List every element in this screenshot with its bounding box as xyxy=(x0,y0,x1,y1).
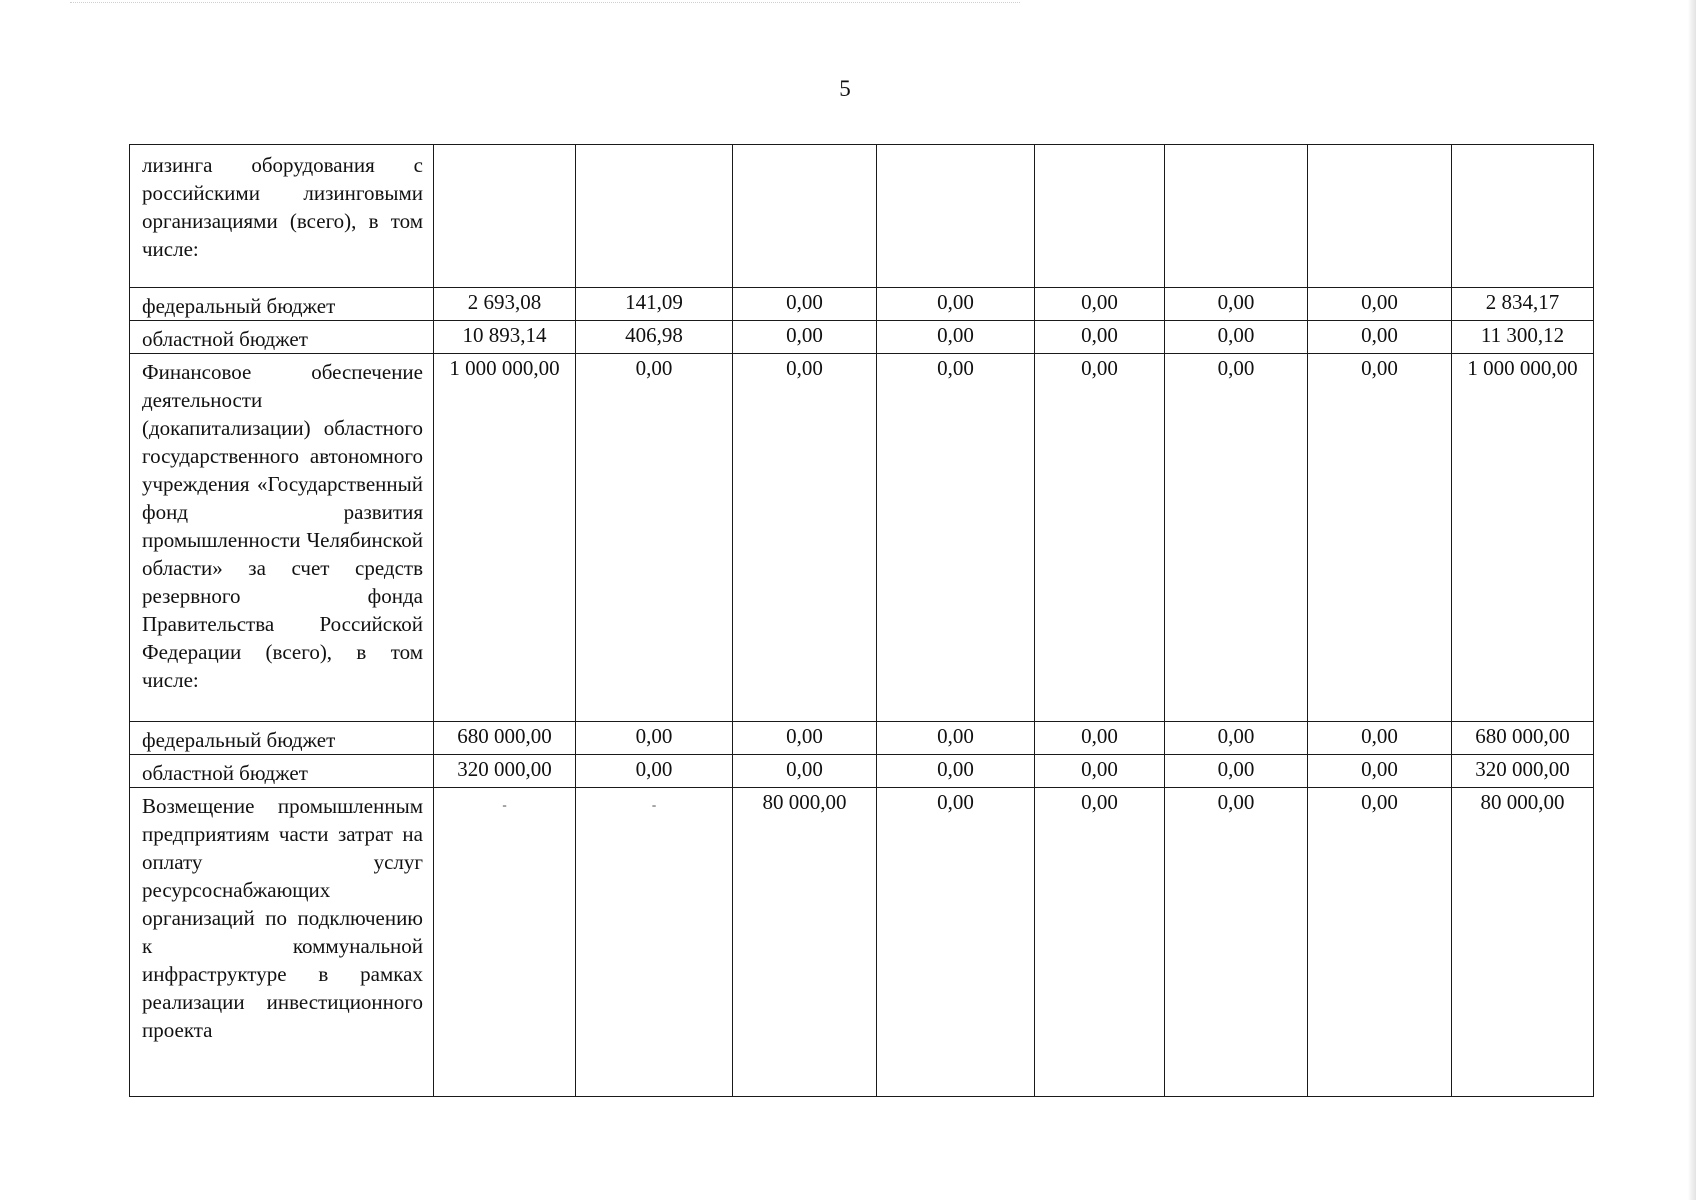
row-label: федеральный бюджет xyxy=(130,288,434,321)
budget-table xyxy=(129,144,1594,1097)
table-cell: 0,00 xyxy=(877,788,1035,1097)
table-cell xyxy=(576,788,733,1097)
table-cell: 0,00 xyxy=(1308,354,1452,722)
table-row xyxy=(130,354,1594,722)
table-cell: 0,00 xyxy=(1165,288,1308,321)
table-cell: 0,00 xyxy=(877,288,1035,321)
row-label: лизинга оборудования с российскими лизинговыми организациями (всего), в том числе: xyxy=(130,145,434,288)
table-cell: 0,00 xyxy=(1035,321,1165,354)
table-cell: 80 000,00 xyxy=(733,788,877,1097)
table-cell: 0,00 xyxy=(1035,722,1165,755)
table-cell: 680 000,00 xyxy=(1452,722,1594,755)
table-cell xyxy=(1452,145,1594,288)
table-cell: 0,00 xyxy=(733,288,877,321)
table-cell: 0,00 xyxy=(576,722,733,755)
table-cell: 0,00 xyxy=(1035,354,1165,722)
table-row xyxy=(130,145,1594,288)
table-cell: 0,00 xyxy=(1035,788,1165,1097)
table-row xyxy=(130,788,1594,1097)
table-cell xyxy=(733,145,877,288)
table-cell: 141,09 xyxy=(576,288,733,321)
table-cell: 80 000,00 xyxy=(1452,788,1594,1097)
table-cell: 0,00 xyxy=(1308,755,1452,788)
table-cell: 0,00 xyxy=(733,354,877,722)
table-cell: 406,98 xyxy=(576,321,733,354)
table-cell xyxy=(1308,145,1452,288)
table-cell: 0,00 xyxy=(1308,722,1452,755)
table-cell: 10 893,14 xyxy=(434,321,576,354)
table-cell: 320 000,00 xyxy=(434,755,576,788)
row-label: областной бюджет xyxy=(130,321,434,354)
table-cell: 0,00 xyxy=(877,321,1035,354)
dash-mark: - xyxy=(651,797,657,812)
table-cell: 0,00 xyxy=(1165,755,1308,788)
table-row xyxy=(130,321,1594,354)
table-cell: 0,00 xyxy=(733,722,877,755)
page-number: 5 xyxy=(839,76,851,101)
table-cell: 0,00 xyxy=(1308,321,1452,354)
dash-mark: - xyxy=(502,797,507,812)
table-cell: 0,00 xyxy=(1165,788,1308,1097)
table-cell: 0,00 xyxy=(1165,722,1308,755)
table-cell xyxy=(434,788,576,1097)
table-row xyxy=(130,288,1594,321)
table-cell: 0,00 xyxy=(1165,321,1308,354)
table-cell: 0,00 xyxy=(733,755,877,788)
table-cell: 0,00 xyxy=(1308,288,1452,321)
table-cell: 0,00 xyxy=(733,321,877,354)
table-cell: 320 000,00 xyxy=(1452,755,1594,788)
table-cell: 680 000,00 xyxy=(434,722,576,755)
table-cell: 11 300,12 xyxy=(1452,321,1594,354)
row-label: Финансовое обеспечение деятельности (докапитализации) областного государственного автономного учреждения «Государственный фонд развития промышленности Челябинской области» за счет средств резервного фонда Правительства Российской Федерации (всего), в том числе: xyxy=(130,354,434,722)
table-cell xyxy=(1165,145,1308,288)
scan-edge-top xyxy=(70,2,1020,6)
table-cell: 0,00 xyxy=(576,755,733,788)
table-row xyxy=(130,755,1594,788)
table-cell: 0,00 xyxy=(877,755,1035,788)
table-cell xyxy=(877,145,1035,288)
table-cell: 2 693,08 xyxy=(434,288,576,321)
table-cell xyxy=(1035,145,1165,288)
table-cell xyxy=(576,145,733,288)
table-cell: 0,00 xyxy=(576,354,733,722)
table-cell: 0,00 xyxy=(877,722,1035,755)
row-label: Возмещение промышленным предприятиям части затрат на оплату услуг ресурсоснабжающих организаций по подключению к коммунальной инфраструктуре в рамках реализации инвестиционного проекта xyxy=(130,788,434,1097)
table-cell: 1 000 000,00 xyxy=(1452,354,1594,722)
row-label: областной бюджет xyxy=(130,755,434,788)
table-row xyxy=(130,722,1594,755)
row-label: федеральный бюджет xyxy=(130,722,434,755)
table-cell xyxy=(434,145,576,288)
scan-edge-right xyxy=(1688,0,1696,1200)
table-cell: 0,00 xyxy=(1035,755,1165,788)
table-cell: 2 834,17 xyxy=(1452,288,1594,321)
table-cell: 0,00 xyxy=(1308,788,1452,1097)
table-cell: 0,00 xyxy=(877,354,1035,722)
table-cell: 0,00 xyxy=(1035,288,1165,321)
table-cell: 1 000 000,00 xyxy=(434,354,576,722)
table-cell: 0,00 xyxy=(1165,354,1308,722)
